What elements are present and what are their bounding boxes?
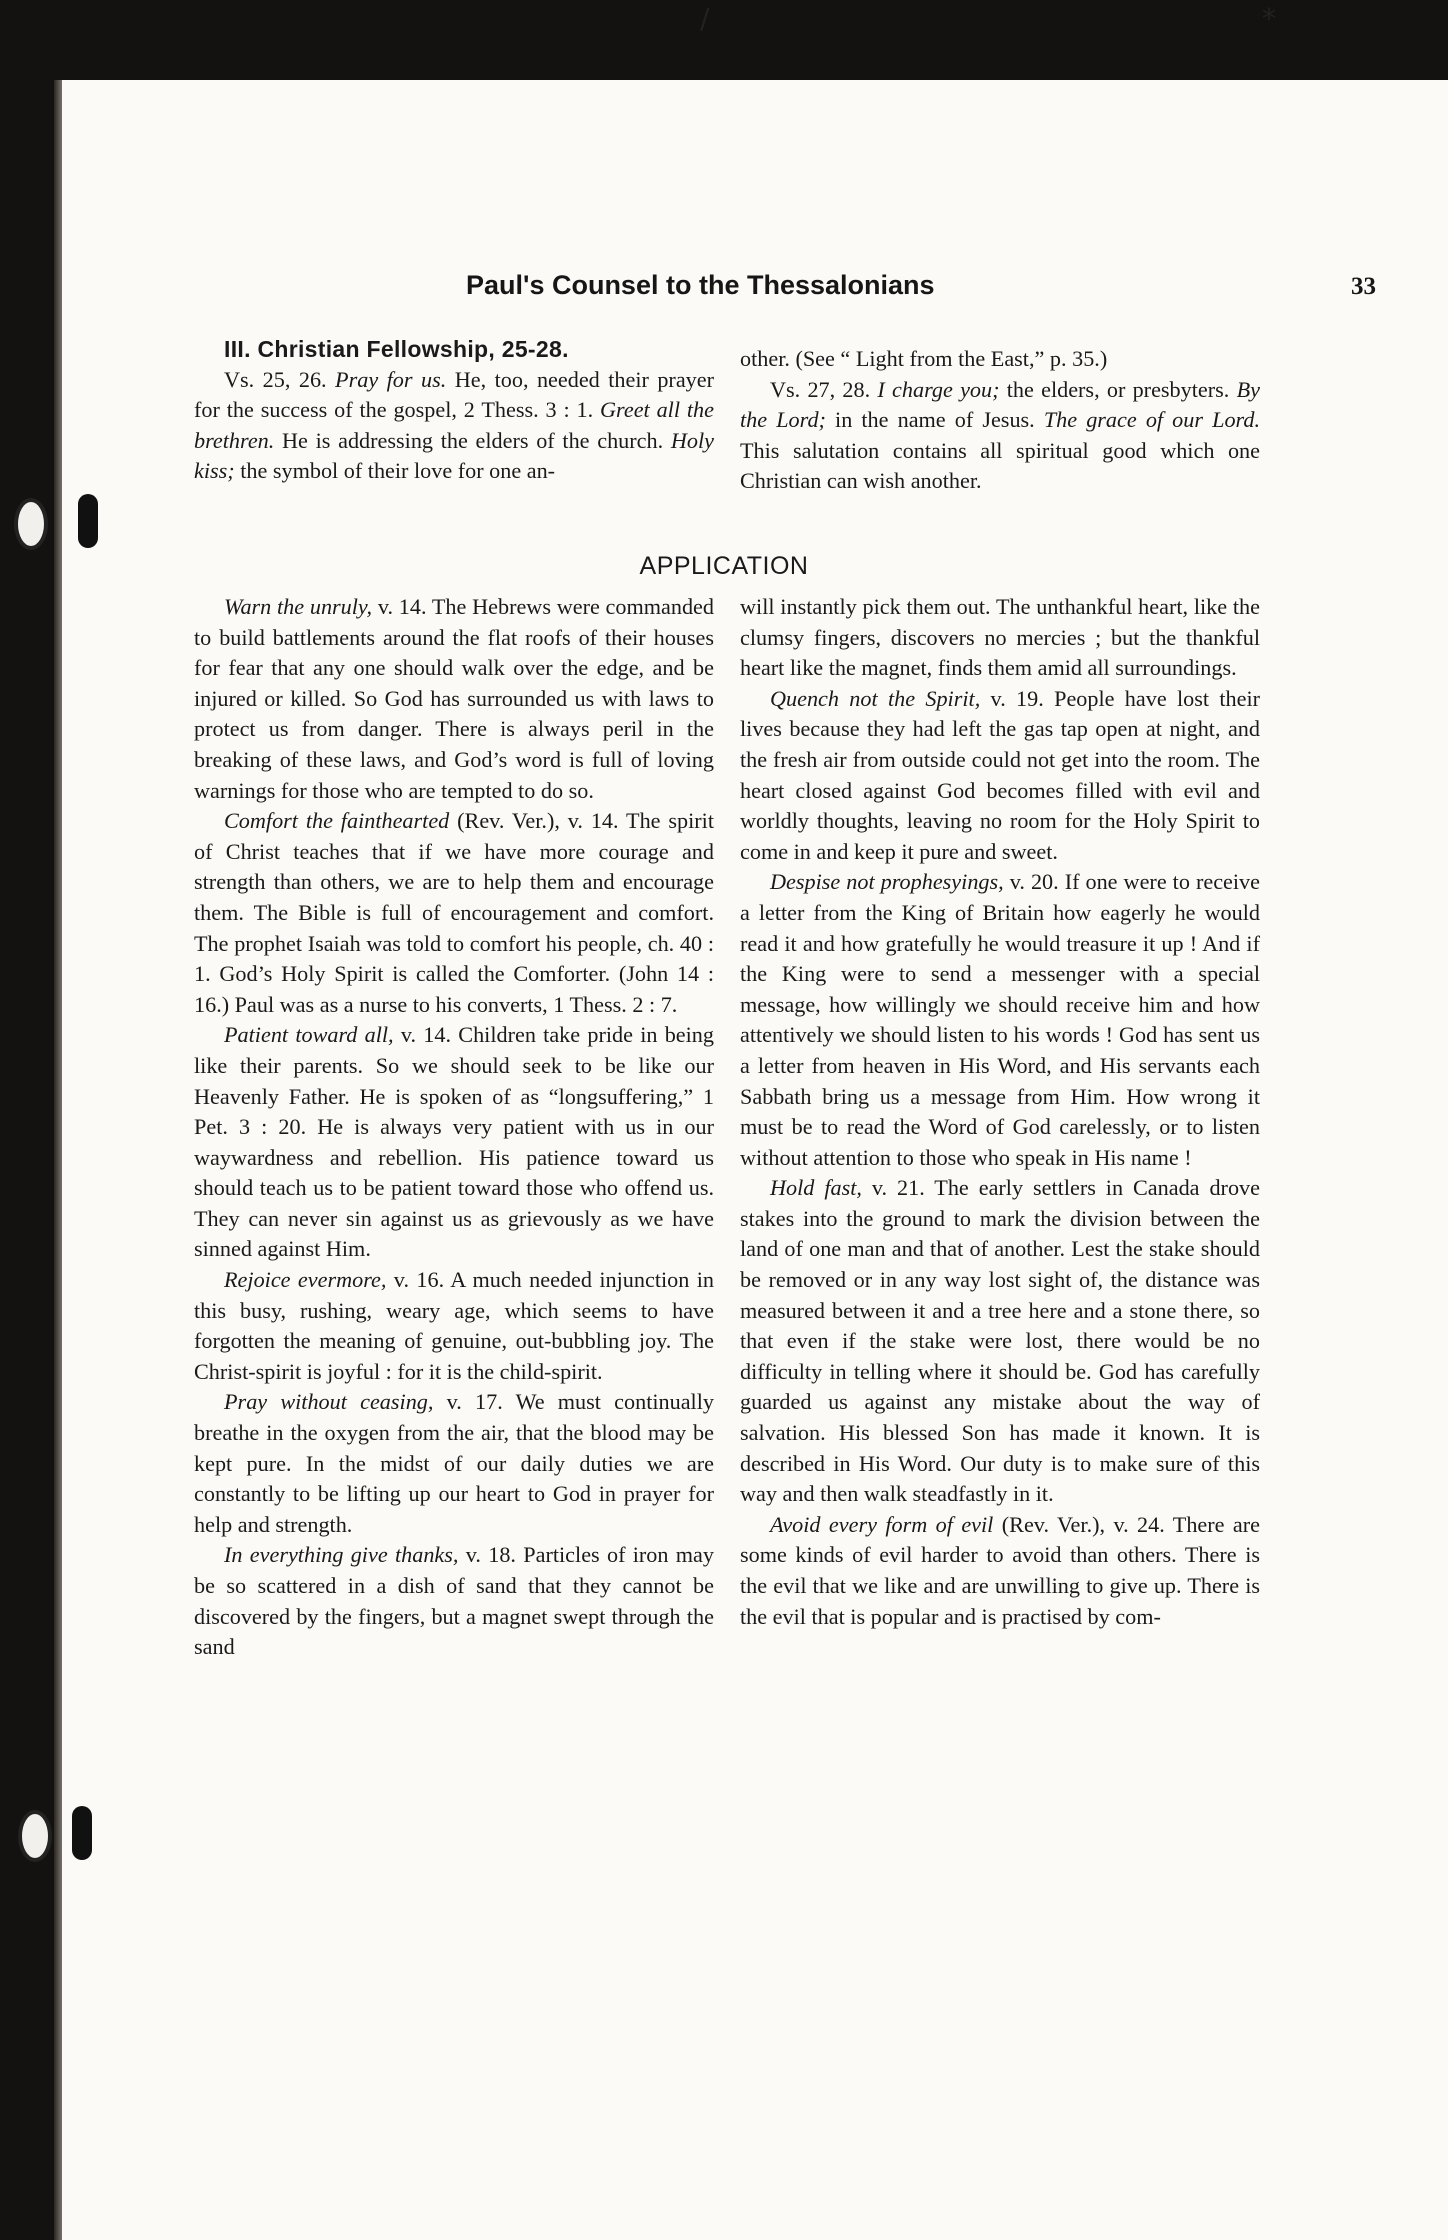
application-left-column — [194, 592, 714, 1663]
italic-phrase: Holy kiss; — [194, 427, 714, 484]
paragraph-quench-not-the-spirit — [740, 684, 1260, 868]
section-heading-fellowship: III. Christian Fellowship, 25-28. — [224, 336, 569, 362]
section-heading-application: APPLICATION — [639, 552, 809, 580]
body-text: v. 17. We must continually breathe in the oxygen from the air, that the blood may be kept pure. In the midst of our daily duties we are constantly to be lifting up our heart to God in prayer for help and strength. — [194, 1389, 714, 1537]
body-text: This salutation contains all spiritual good which one Christian can wish another. — [740, 437, 1260, 494]
italic-phrase: Greet all the brethren. — [194, 397, 714, 453]
paragraph-vs-27-28 — [740, 375, 1260, 497]
paragraph-despise-not-prophesyings — [740, 867, 1260, 1173]
paragraph-vs-25-26 — [194, 365, 714, 487]
italic-phrase: Warn the unruly, — [224, 594, 373, 619]
body-text: in the name of Jesus. — [825, 407, 1044, 433]
binding-hole-lower — [18, 1810, 52, 1862]
binding-ring-upper — [78, 494, 98, 548]
italic-phrase: Pray for us. — [335, 366, 447, 392]
body-text: the symbol of their love for one an- — [234, 458, 556, 484]
italic-phrase: By the Lord; — [740, 376, 1260, 433]
fellowship-left-column — [194, 334, 714, 487]
paragraph-rejoice-evermore — [194, 1265, 714, 1387]
body-text: v. 16. A much needed injunction in this busy, rushing, weary age, which seems to have forgotten the meaning of genuine, out-bubbling joy. The Christ-spirit is joyful : for it is the child-spirit. — [194, 1267, 714, 1384]
body-text: v. 20. If one were to receive a letter from the King of Britain how eagerly he would read it and how gratefully he would treasure it up ! And if the King were to send a messenger with a special message, how willingly we should receive him and how attentively we should listen to his words ! God has sent us a letter from heaven in His Word, and His servants each Sabbath bring us a message from Him. How wrong it must be to read the Word of God carelessly, or to listen without attention to those who speak in His name ! — [740, 869, 1260, 1170]
italic-phrase: The grace of our Lord. — [1043, 407, 1260, 433]
binding-hole-upper — [14, 498, 48, 550]
body-text: He is addressing the elders of the church. — [274, 427, 671, 453]
body-text: v. 14. The Hebrews were commanded to build battlements around the flat roofs of their houses for fear that any one should walk over the edge, and be injured or killed. So God has surrounded us with laws to protect us from danger. There is always peril in the breaking of these laws, and God’s word is full of loving warnings for those who are tempted to do so. — [194, 594, 714, 803]
scan-mark-top-right: * — [1262, 2, 1276, 35]
italic-phrase: I charge you; — [877, 376, 1000, 402]
body-text: (Rev. Ver.), v. 24. There are some kinds of evil harder to avoid than others. There is the evil that we like and are unwilling to give up. There is the evil that is popular and is practised by com- — [740, 1511, 1260, 1629]
paragraph-give-thanks — [194, 1540, 714, 1662]
italic-phrase: Rejoice evermore, — [224, 1267, 387, 1293]
verse-ref: Vs. 25, 26. — [224, 366, 336, 392]
page-number: 33 — [1351, 273, 1376, 300]
italic-phrase: In everything give thanks, — [224, 1542, 459, 1568]
paragraph-comfort-the-fainthearted — [194, 806, 714, 1020]
italic-phrase: Patient toward all, — [224, 1022, 394, 1048]
body-text: v. 18. Particles of iron may be so scattered in a dish of sand that they cannot be discovered by the fingers, but a magnet swept through the sand — [194, 1542, 714, 1660]
paragraph-patient-toward-all — [194, 1020, 714, 1265]
paragraph-continuation: will instantly pick them out. The unthankful heart, like the clumsy fingers, discovers no mercies ; but the thankful heart like the magnet, finds them amid all surroundings. — [740, 594, 1260, 681]
italic-phrase: Comfort the fainthearted — [224, 808, 450, 834]
scan-mark-top: / — [700, 2, 710, 35]
body-text: (Rev. Ver.), v. 14. The spirit of Christ teaches that if we have more courage and strength than others, we are to help them and encourage them. The Bible is full of encouragement and comfort. The prophet Isaiah was told to comfort his people, ch. 40 : 1. God’s Holy Spirit is called the Comforter. (John 14 : 16.) Paul was as a nurse to his converts, 1 Thess. 2 : 7. — [194, 808, 714, 1017]
italic-phrase: Quench not the Spirit, — [770, 685, 981, 711]
paragraph-pray-without-ceasing — [194, 1387, 714, 1540]
italic-phrase: Avoid every form of evil — [770, 1511, 994, 1537]
paragraph-continuation: other. (See “ Light from the East,” p. 35.) — [740, 346, 1108, 371]
body-text: He, too, needed their prayer for the success of the gospel, 2 Thess. 3 : 1. — [194, 366, 715, 423]
italic-phrase: Hold fast, — [770, 1175, 862, 1201]
paragraph-warn-the-unruly — [194, 592, 714, 806]
binding-ring-lower — [72, 1806, 92, 1860]
running-head — [466, 270, 1376, 301]
italic-phrase: Despise not prophesyings, — [770, 869, 1004, 895]
body-text: v. 14. Children take pride in being like their parents. So we should seek to be like our Heavenly Father. He is spoken of as “longsuffering,” 1 Pet. 3 : 20. He is always very patient with us in our waywardness and rebellion. His patience toward us should teach us to be patient toward those who offend us. They can never sin against us as grievously as we have sinned against Him. — [194, 1022, 714, 1262]
verse-ref: Vs. 27, 28. — [770, 376, 878, 402]
paragraph-hold-fast — [740, 1173, 1260, 1510]
page-title: Paul's Counsel to the Thessalonians — [466, 270, 935, 300]
fellowship-right-column — [740, 344, 1260, 497]
body-text: v. 19. People have lost their lives because they had left the gas tap open at night, and the fresh air from outside could not get into the room. The heart closed against God becomes filled with evil and worldly thoughts, leaving no room for the Holy Spirit to come in and keep it pure and sweet. — [740, 685, 1261, 864]
body-text: v. 21. The early settlers in Canada drove stakes into the ground to mark the division between the land of one man and that of another. Lest the stake should be removed or in any way lost sight of, the distance was measured between it and a tree here and a stone there, so that even if the stake were lost, there would be no difficulty in telling where it should be. God has carefully guarded us against any mistake about the way of salvation. His blessed Son has made it known. It is described in His Word. Our duty is to make sure of this way and then walk steadfastly in it. — [740, 1175, 1260, 1507]
body-text: the elders, or presbyters. — [999, 376, 1237, 402]
italic-phrase: Pray without ceasing, — [224, 1389, 434, 1415]
paragraph-avoid-every-form-of-evil — [740, 1510, 1260, 1632]
application-right-column — [740, 592, 1260, 1632]
